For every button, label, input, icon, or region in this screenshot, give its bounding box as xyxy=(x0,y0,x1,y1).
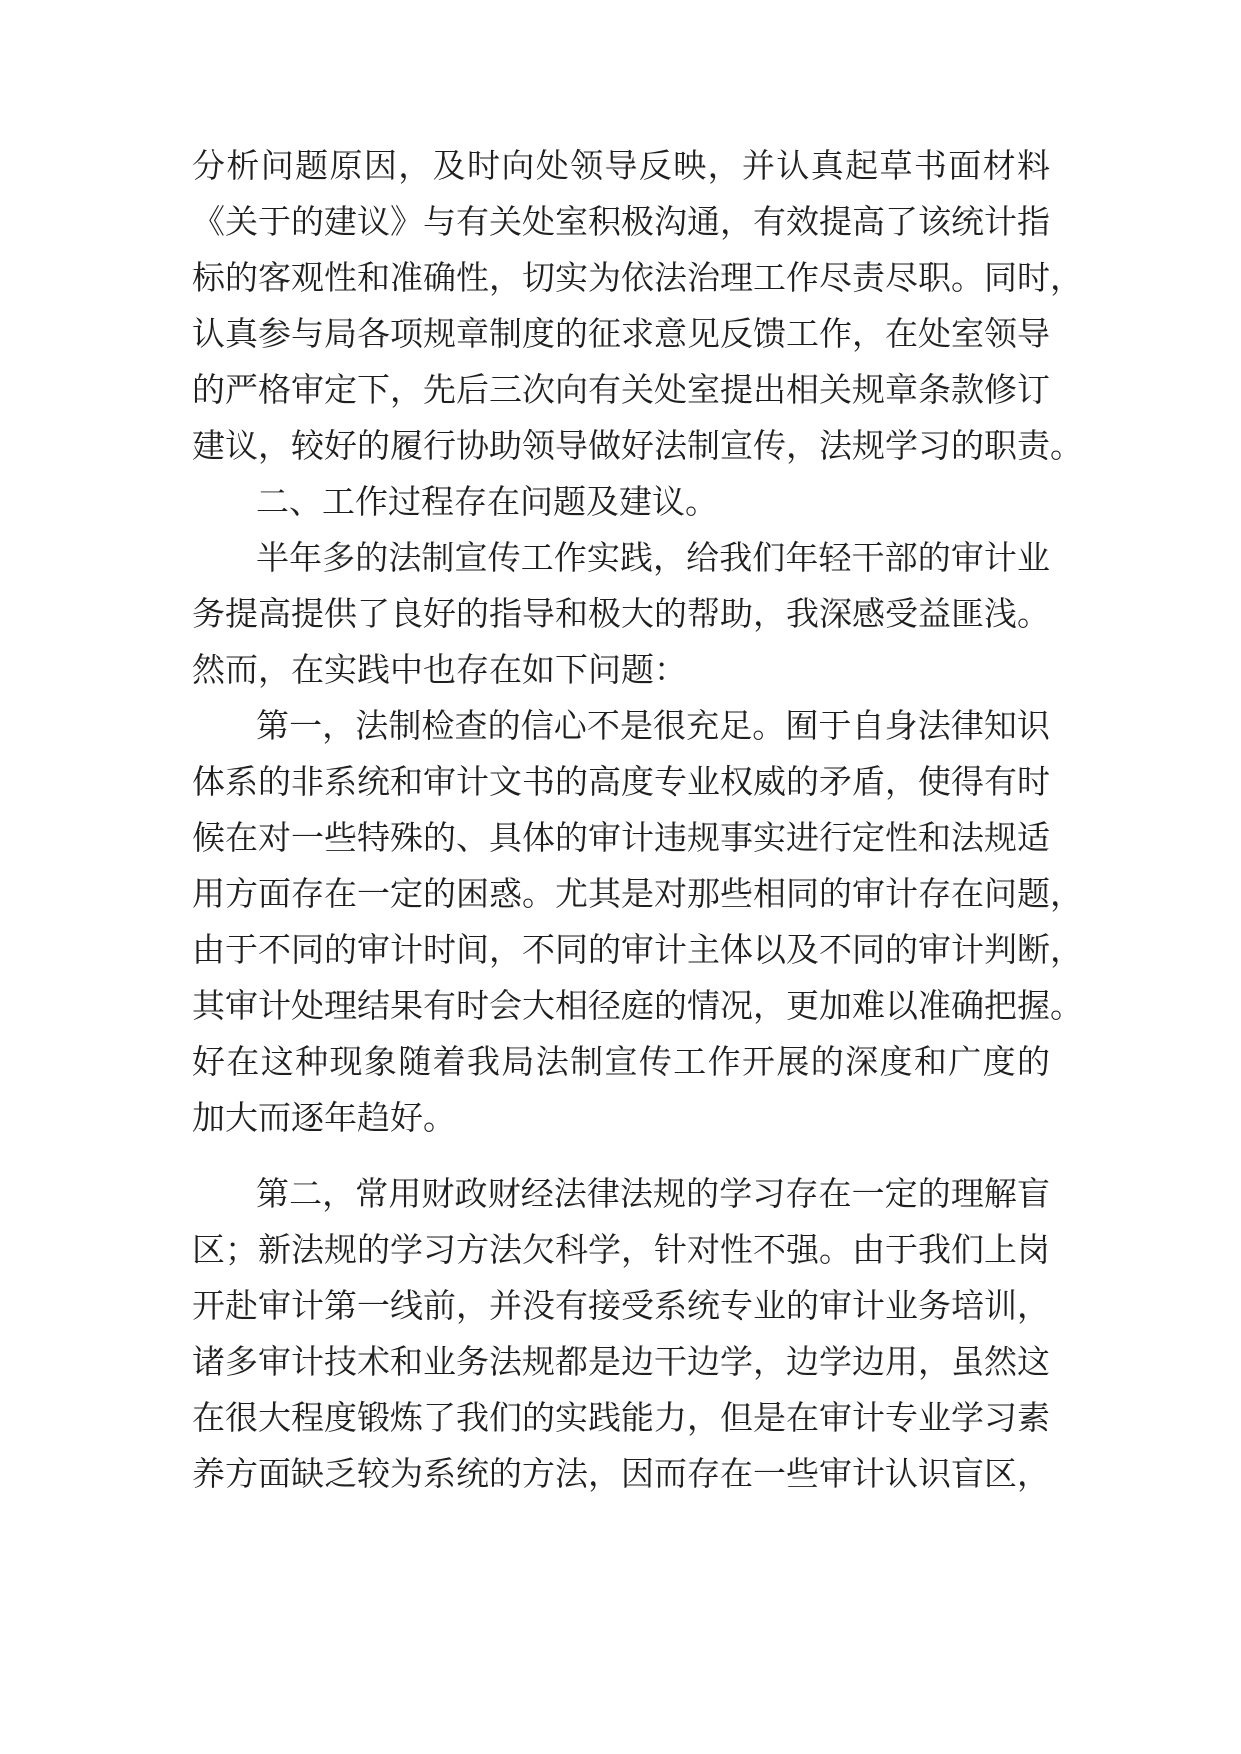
text-line: 养方面缺乏较为系统的方法，因而存在一些审计认识盲区， xyxy=(192,1454,1050,1493)
text-line: 认真参与局各项规章制度的征求意见反馈工作，在处室领导 xyxy=(192,314,1050,353)
text-line: 区；新法规的学习方法欠科学，针对性不强。由于我们上岗 xyxy=(192,1230,1050,1269)
text-line: 第二，常用财政财经法律法规的学习存在一定的理解盲 xyxy=(256,1174,1050,1213)
text-line: 诸多审计技术和业务法规都是边干边学，边学边用，虽然这 xyxy=(192,1342,1050,1381)
text-line: 《关于的建议》与有关处室积极沟通，有效提高了该统计指 xyxy=(192,202,1050,241)
text-line: 候在对一些特殊的、具体的审计违规事实进行定性和法规适 xyxy=(192,818,1050,857)
text-line: 建议，较好的履行协助领导做好法制宣传，法规学习的职责。 xyxy=(192,426,1083,465)
text-line: 在很大程度锻炼了我们的实践能力，但是在审计专业学习素 xyxy=(192,1398,1050,1437)
text-line: 然而，在实践中也存在如下问题： xyxy=(192,650,687,689)
text-line: 第一，法制检查的信心不是很充足。囿于自身法律知识 xyxy=(256,706,1050,745)
text-line: 标的客观性和准确性，切实为依法治理工作尽责尽职。同时， xyxy=(192,258,1083,297)
text-line: 加大而逐年趋好。 xyxy=(192,1098,456,1137)
text-line: 半年多的法制宣传工作实践，给我们年轻干部的审计业 xyxy=(256,538,1050,577)
text-line: 的严格审定下，先后三次向有关处室提出相关规章条款修订 xyxy=(192,370,1050,409)
text-line: 好在这种现象随着我局法制宣传工作开展的深度和广度的 xyxy=(192,1042,1050,1081)
text-line: 体系的非系统和审计文书的高度专业权威的矛盾，使得有时 xyxy=(192,762,1050,801)
text-line: 开赴审计第一线前，并没有接受系统专业的审计业务培训， xyxy=(192,1286,1050,1325)
section-heading: 二、工作过程存在问题及建议。 xyxy=(256,482,718,521)
text-line: 务提高提供了良好的指导和极大的帮助，我深感受益匪浅。 xyxy=(192,594,1050,633)
text-line: 其审计处理结果有时会大相径庭的情况，更加难以准确把握。 xyxy=(192,986,1083,1025)
text-line: 由于不同的审计时间，不同的审计主体以及不同的审计判断， xyxy=(192,930,1083,969)
text-line: 用方面存在一定的困惑。尤其是对那些相同的审计存在问题， xyxy=(192,874,1083,913)
text-line: 分析问题原因，及时向处领导反映，并认真起草书面材料 xyxy=(192,146,1050,185)
